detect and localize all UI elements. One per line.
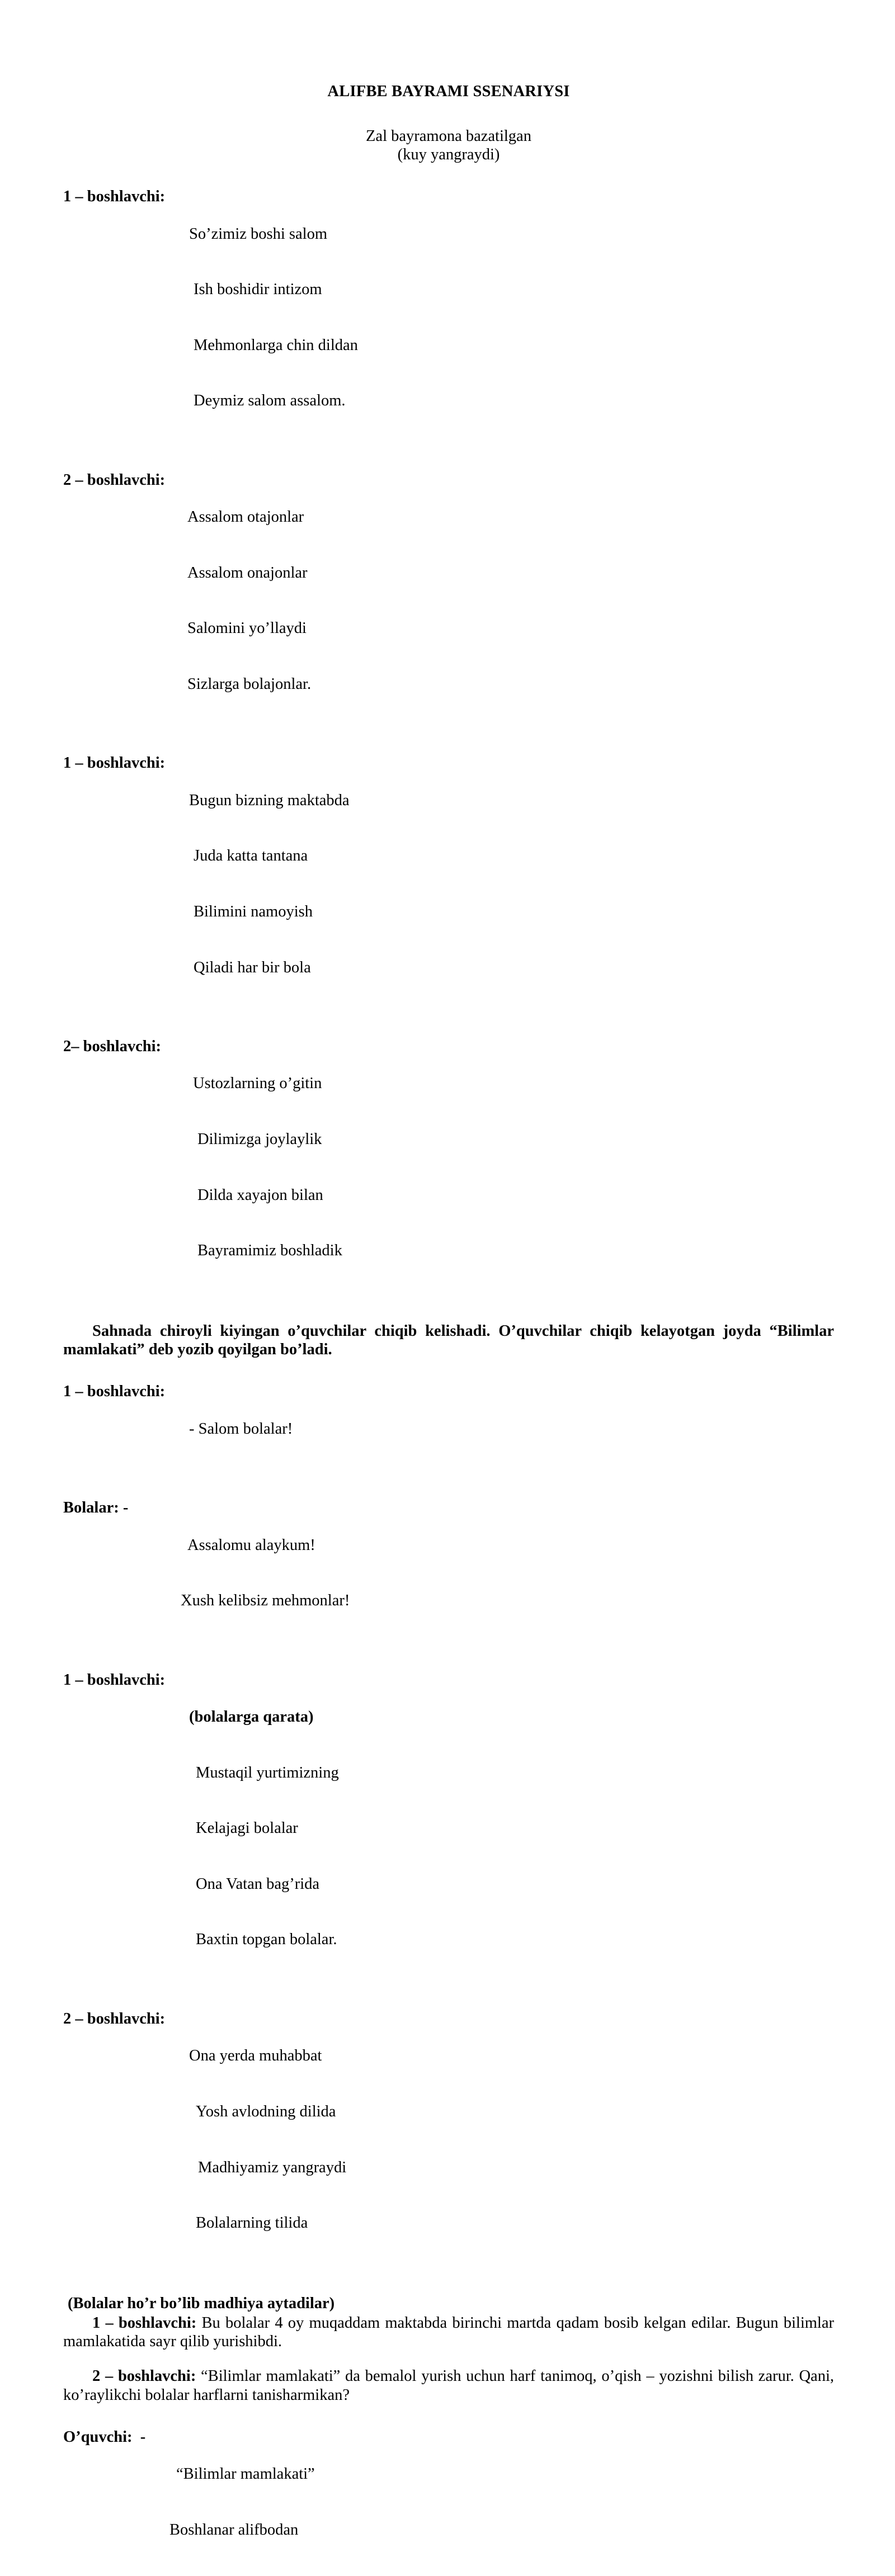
verse-line: - Salom bolalar!	[189, 1420, 293, 1438]
stage-direction-paragraph: Sahnada chiroyli kiyingan o’quvchilar chiqib kelishadi. O’quvchilar chiqib kelayotgan joyda “Bilimlar mamlakati” deb yozib qoyilgan bo’ladi.	[63, 1322, 834, 1359]
verse-line: Madhiyamiz yangraydi	[198, 2158, 347, 2176]
stage-note-line-1: Zal bayramona bazatilgan	[366, 127, 531, 145]
speaker-label: 2 – boshlavchi:	[92, 2367, 196, 2385]
verse-lines	[189, 1671, 834, 1986]
verse-line: Ona yerda muhabbat	[189, 2047, 322, 2065]
verse-line: Assalomu alaykum!	[187, 1536, 315, 1554]
verse-row	[63, 1499, 834, 1647]
verse-block	[63, 187, 834, 447]
verse-row	[63, 754, 834, 1014]
verse-line: Ona Vatan bag’rida	[196, 1875, 320, 1893]
verse-line: Mehmonlarga chin dildan	[194, 336, 358, 354]
verse-line: Ustozlarning o’gitin	[193, 1075, 322, 1093]
verse-row	[63, 1671, 834, 1986]
verse-block	[63, 471, 834, 731]
narration-paragraph	[63, 2314, 834, 2351]
verse-line: Yosh avlodning dilida	[196, 2102, 336, 2120]
verse-row	[63, 187, 834, 447]
speaker-label: 2– boshlavchi:	[63, 1038, 161, 1056]
speaker-label: 2 – boshlavchi:	[63, 2010, 166, 2027]
narration-text: Bu bolalar 4 oy muqaddam maktabda birinchi martda qadam bosib kelgan edilar. Bugun bilimlar mamlakatida sayr qilib yurishibdi.	[63, 2314, 834, 2351]
speaker-label: 1 – boshlavchi:	[63, 188, 166, 206]
stage-note-line-2: (kuy yangraydi)	[397, 145, 500, 163]
verse-row	[63, 2010, 834, 2270]
verse-line: Qiladi har bir bola	[194, 958, 311, 976]
narration-paragraph	[63, 2367, 834, 2404]
verse-row	[63, 1037, 834, 1297]
document-content	[63, 0, 834, 2576]
verse-lines	[189, 1382, 834, 1475]
verse-line: Baxtin topgan bolalar.	[196, 1931, 337, 1949]
verse-line: So’zimiz boshi salom	[189, 225, 327, 243]
verse-line: Bilimini namoyish	[194, 902, 313, 920]
speaker-label: O’quvchi: -	[63, 2428, 146, 2446]
verse-block	[63, 1499, 834, 1647]
page-title: ALIFBE BAYRAMI SSENARIYSI	[327, 83, 570, 100]
verse-line: “Bilimlar mamlakati”	[176, 2465, 315, 2483]
stage-note	[63, 127, 834, 164]
verse-line: Boshlanar alifbodan	[169, 2521, 299, 2539]
verse-block	[63, 1382, 834, 1475]
verse-lines	[189, 754, 834, 1014]
verse-line: Mustaqil yurtimizning	[196, 1764, 339, 1781]
speaker-label: Bolalar: -	[63, 1499, 129, 1517]
verse-line: Bolalarning tilida	[196, 2214, 308, 2232]
verse-lines	[193, 1037, 834, 1297]
verse-block	[63, 2010, 834, 2270]
verse-line-direction: (bolalarga qarata)	[189, 1708, 314, 1726]
verse-lines	[189, 187, 834, 447]
verse-line: Dilda xayajon bilan	[197, 1186, 323, 1204]
verse-block	[63, 754, 834, 1014]
speaker-label: 1 – boshlavchi:	[63, 1383, 166, 1401]
speaker-label: 2 – boshlavchi:	[63, 471, 166, 489]
verse-lines	[169, 2428, 834, 2576]
speaker-label: 1 – boshlavchi:	[63, 1671, 166, 1689]
verse-block	[63, 2428, 834, 2576]
verse-line: Assalom onajonlar	[187, 564, 308, 582]
verse-line: Sizlarga bolajonlar.	[187, 675, 312, 693]
verse-row	[63, 471, 834, 731]
verse-line: Assalom otajonlar	[187, 508, 304, 526]
verse-line: Dilimizga joylaylik	[197, 1131, 322, 1148]
verse-block	[63, 1037, 834, 1297]
verse-line: Juda katta tantana	[194, 847, 308, 865]
verse-lines	[181, 1499, 834, 1647]
speaker-label: 1 – boshlavchi:	[92, 2314, 197, 2332]
verse-lines	[189, 2010, 834, 2270]
verse-block	[63, 1671, 834, 1986]
verse-line: Salomini yo’llaydi	[187, 620, 307, 637]
stage-direction-line: (Bolalar ho’r bo’lib madhiya aytadilar)	[68, 2294, 335, 2312]
verse-line: Ish boshidir intizom	[194, 281, 322, 299]
verse-line: Xush kelibsiz mehmonlar!	[181, 1592, 350, 1610]
verse-line: Kelajagi bolalar	[196, 1819, 298, 1837]
verse-line: Bugun bizning maktabda	[189, 791, 350, 809]
speaker-label: 1 – boshlavchi:	[63, 754, 166, 772]
verse-line: Deymiz salom assalom.	[194, 392, 346, 410]
verse-lines	[187, 471, 834, 731]
verse-row	[63, 2428, 834, 2576]
verse-line: Bayramimiz boshladik	[197, 1242, 342, 1260]
narration-text: “Bilimlar mamlakati” da bemalol yurish uchun harf tanimoq, o’qish – yozishni bilish zarur. Qani, ko’raylikchi bolalar harflarni tanisharmikan?	[63, 2367, 834, 2404]
verse-row	[63, 1382, 834, 1475]
